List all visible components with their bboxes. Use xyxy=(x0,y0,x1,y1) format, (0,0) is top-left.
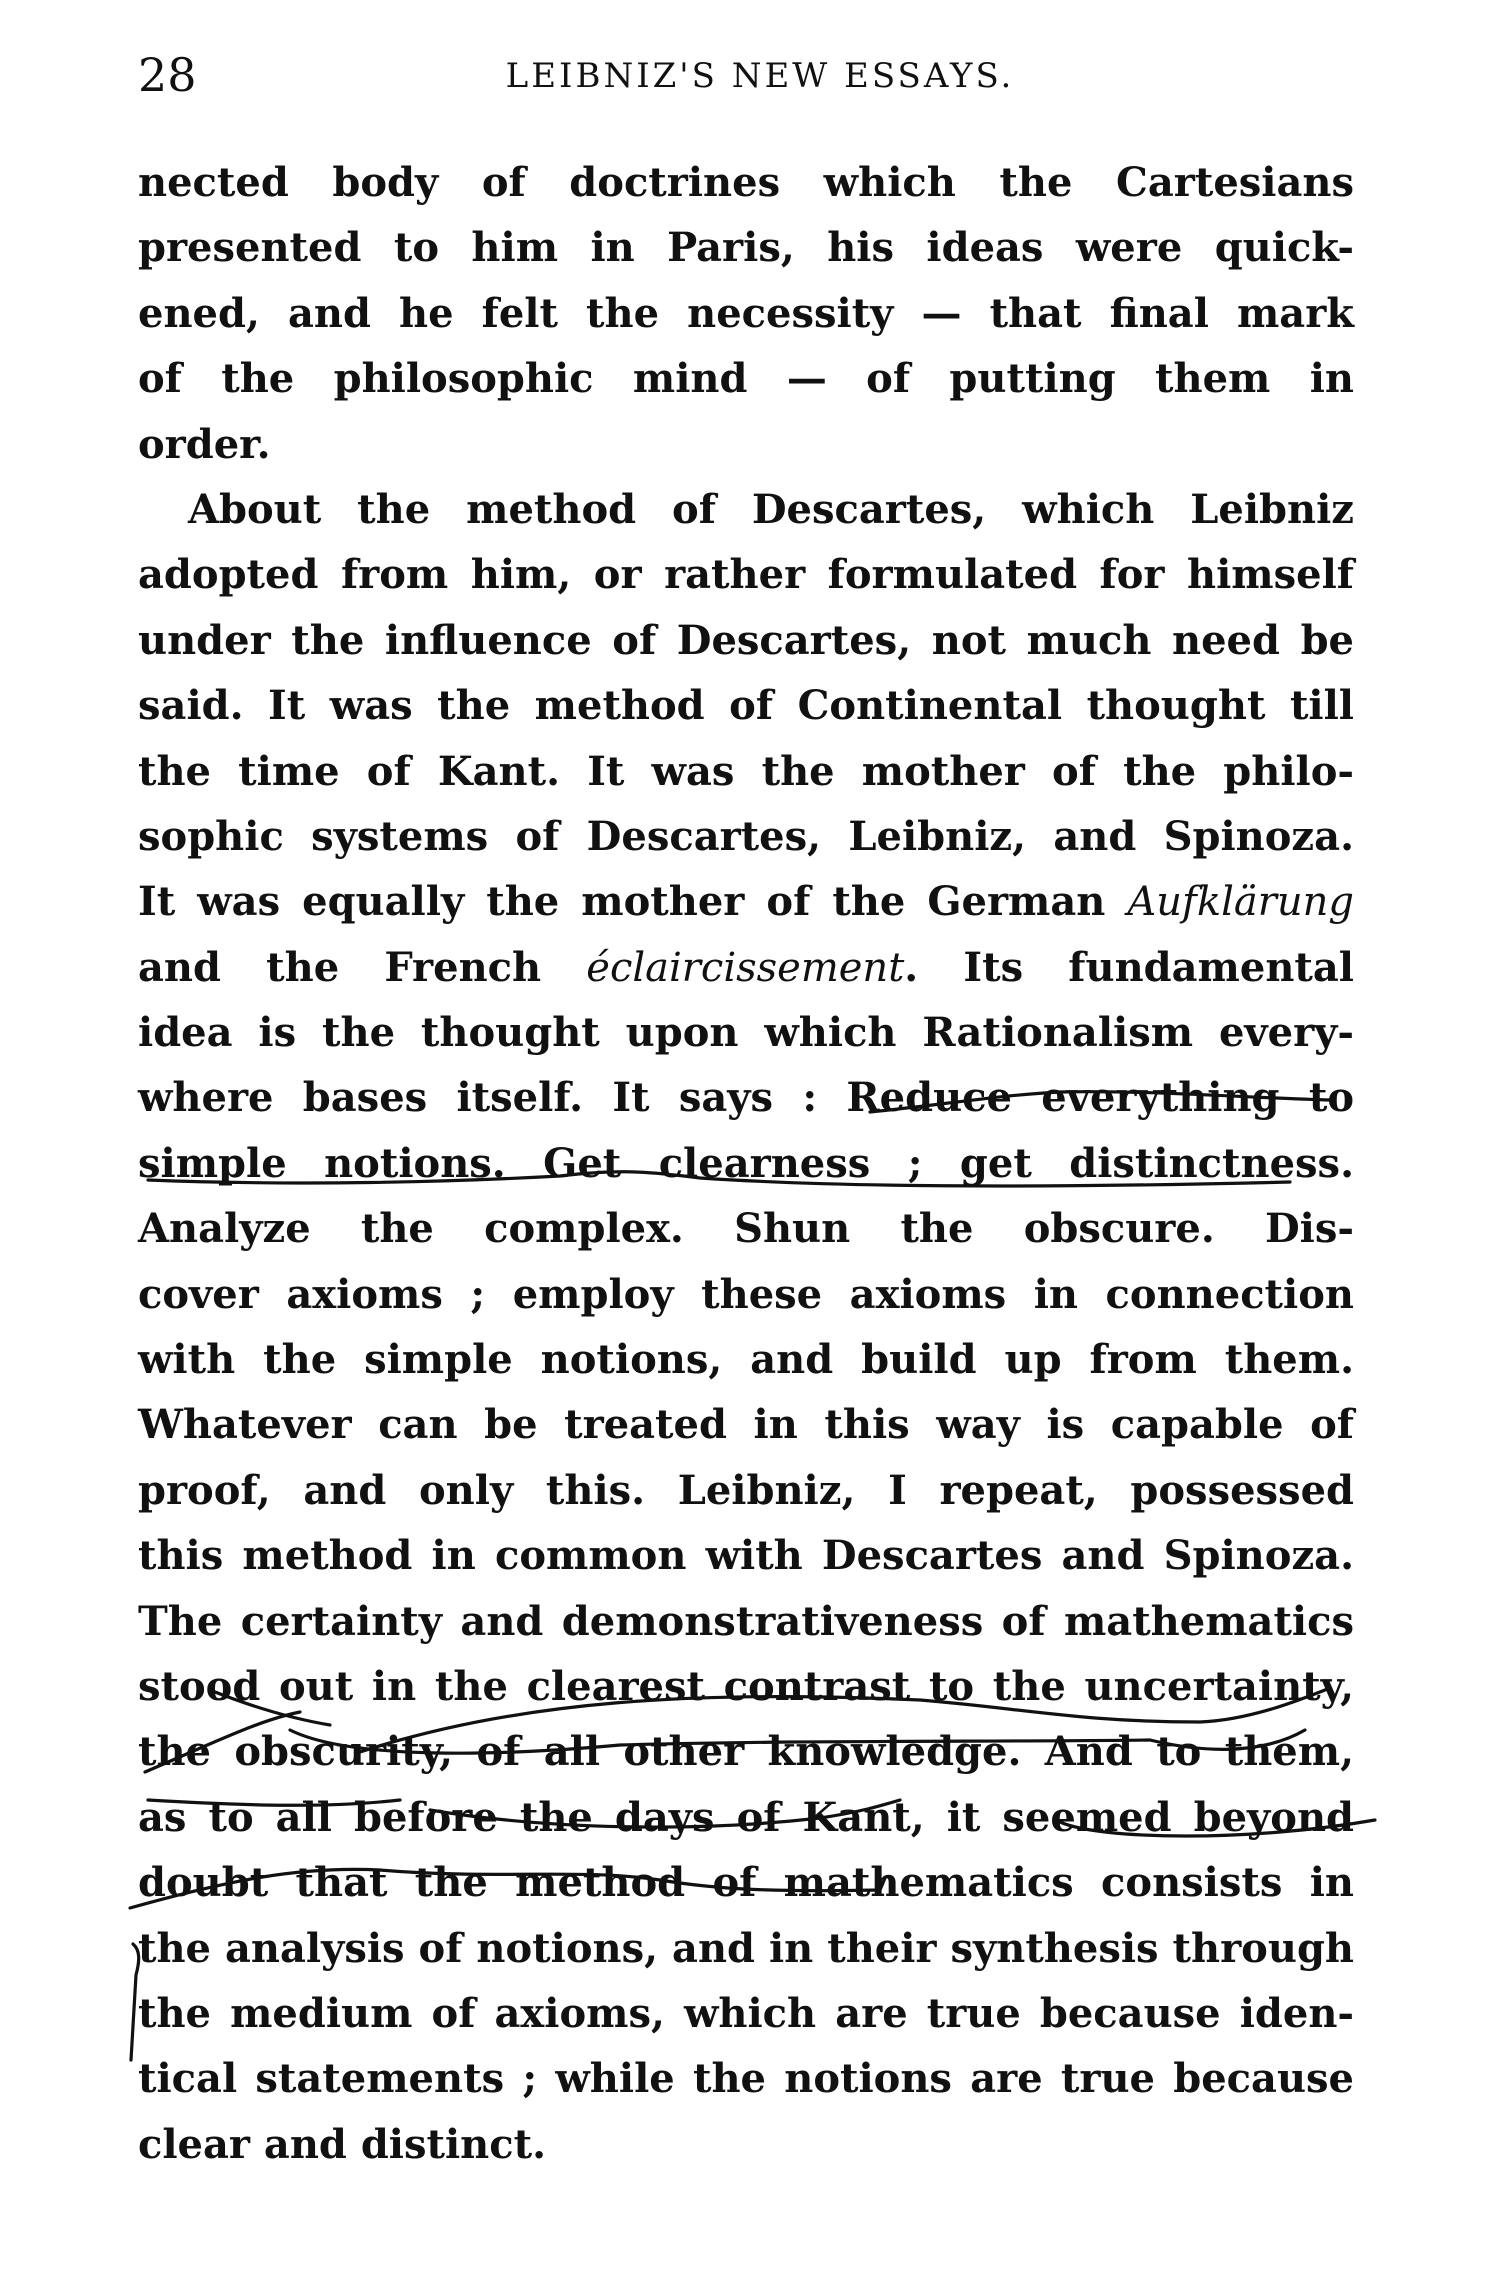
italic-term: Aufklärung xyxy=(1127,879,1354,926)
text-line: presented to him in Paris, his ideas were quick- xyxy=(138,224,1354,272)
text-line: the time of Kant. It was the mother of the philo- xyxy=(138,747,1354,795)
text-line: of the philosophic mind — of putting them in xyxy=(138,355,1354,403)
body-text xyxy=(138,150,1354,2177)
text-line: as to all before the days of Kant, it seemed beyond xyxy=(138,1793,1354,1841)
text-line: under the influence of Descartes, not much need be xyxy=(138,616,1354,664)
text-line: stood out in the clearest contrast to the uncertainty, xyxy=(138,1662,1354,1710)
text-line: nected body of doctrines which the Cartesians xyxy=(138,159,1354,206)
page-number: 28 xyxy=(138,48,197,102)
text-line: Analyze the complex. Shun the obscure. Dis- xyxy=(138,1205,1354,1253)
text-run: It was equally the mother of the German xyxy=(138,878,1128,926)
text-run: and the French xyxy=(138,943,587,991)
text-line: The certainty and demonstrativeness of mathematics xyxy=(138,1597,1354,1645)
text-run: . Its fundamental xyxy=(904,943,1354,991)
text-line: simple notions. Get clearness ; get distinctness. xyxy=(138,1139,1354,1187)
text-line: proof, and only this. Leibniz, I repeat, possessed xyxy=(138,1466,1354,1514)
text-line: ened, and he felt the necessity — that final mark xyxy=(138,289,1354,337)
text-line: said. It was the method of Continental thought till xyxy=(138,682,1354,730)
text-line: where bases itself. It says : Reduce everything to xyxy=(138,1074,1354,1122)
text-line: idea is the thought upon which Rationalism every- xyxy=(138,1009,1354,1057)
text-line: this method in common with Descartes and Spinoza. xyxy=(138,1532,1354,1580)
running-title: LEIBNIZ'S NEW ESSAYS. xyxy=(505,56,1015,96)
text-line: clear and distinct. xyxy=(138,2120,547,2168)
text-line: the analysis of notions, and in their synthesis through xyxy=(138,1924,1354,1972)
text-line xyxy=(138,869,1354,934)
text-line: the obscurity, of all other knowledge. And to them, xyxy=(138,1728,1354,1776)
text-line: sophic systems of Descartes, Leibniz, and Spinoza. xyxy=(138,812,1354,860)
text-line: order. xyxy=(138,420,271,468)
text-line: adopted from him, or rather formulated for himself xyxy=(138,551,1354,599)
page-header xyxy=(138,48,1352,108)
text-line: the medium of axioms, which are true because iden- xyxy=(138,1989,1354,2037)
italic-term: éclaircissement xyxy=(586,944,905,991)
text-line: tical statements ; while the notions are true because xyxy=(138,2055,1354,2103)
text-line: Whatever can be treated in this way is capable of xyxy=(138,1401,1354,1449)
text-line xyxy=(138,935,1354,1000)
text-line: with the simple notions, and build up from them. xyxy=(138,1336,1354,1384)
text-line: doubt that the method of mathematics consists in xyxy=(138,1859,1354,1907)
paragraph-start-line: About the method of Descartes, which Leibniz xyxy=(188,485,1354,533)
text-line: cover axioms ; employ these axioms in connection xyxy=(138,1270,1354,1318)
